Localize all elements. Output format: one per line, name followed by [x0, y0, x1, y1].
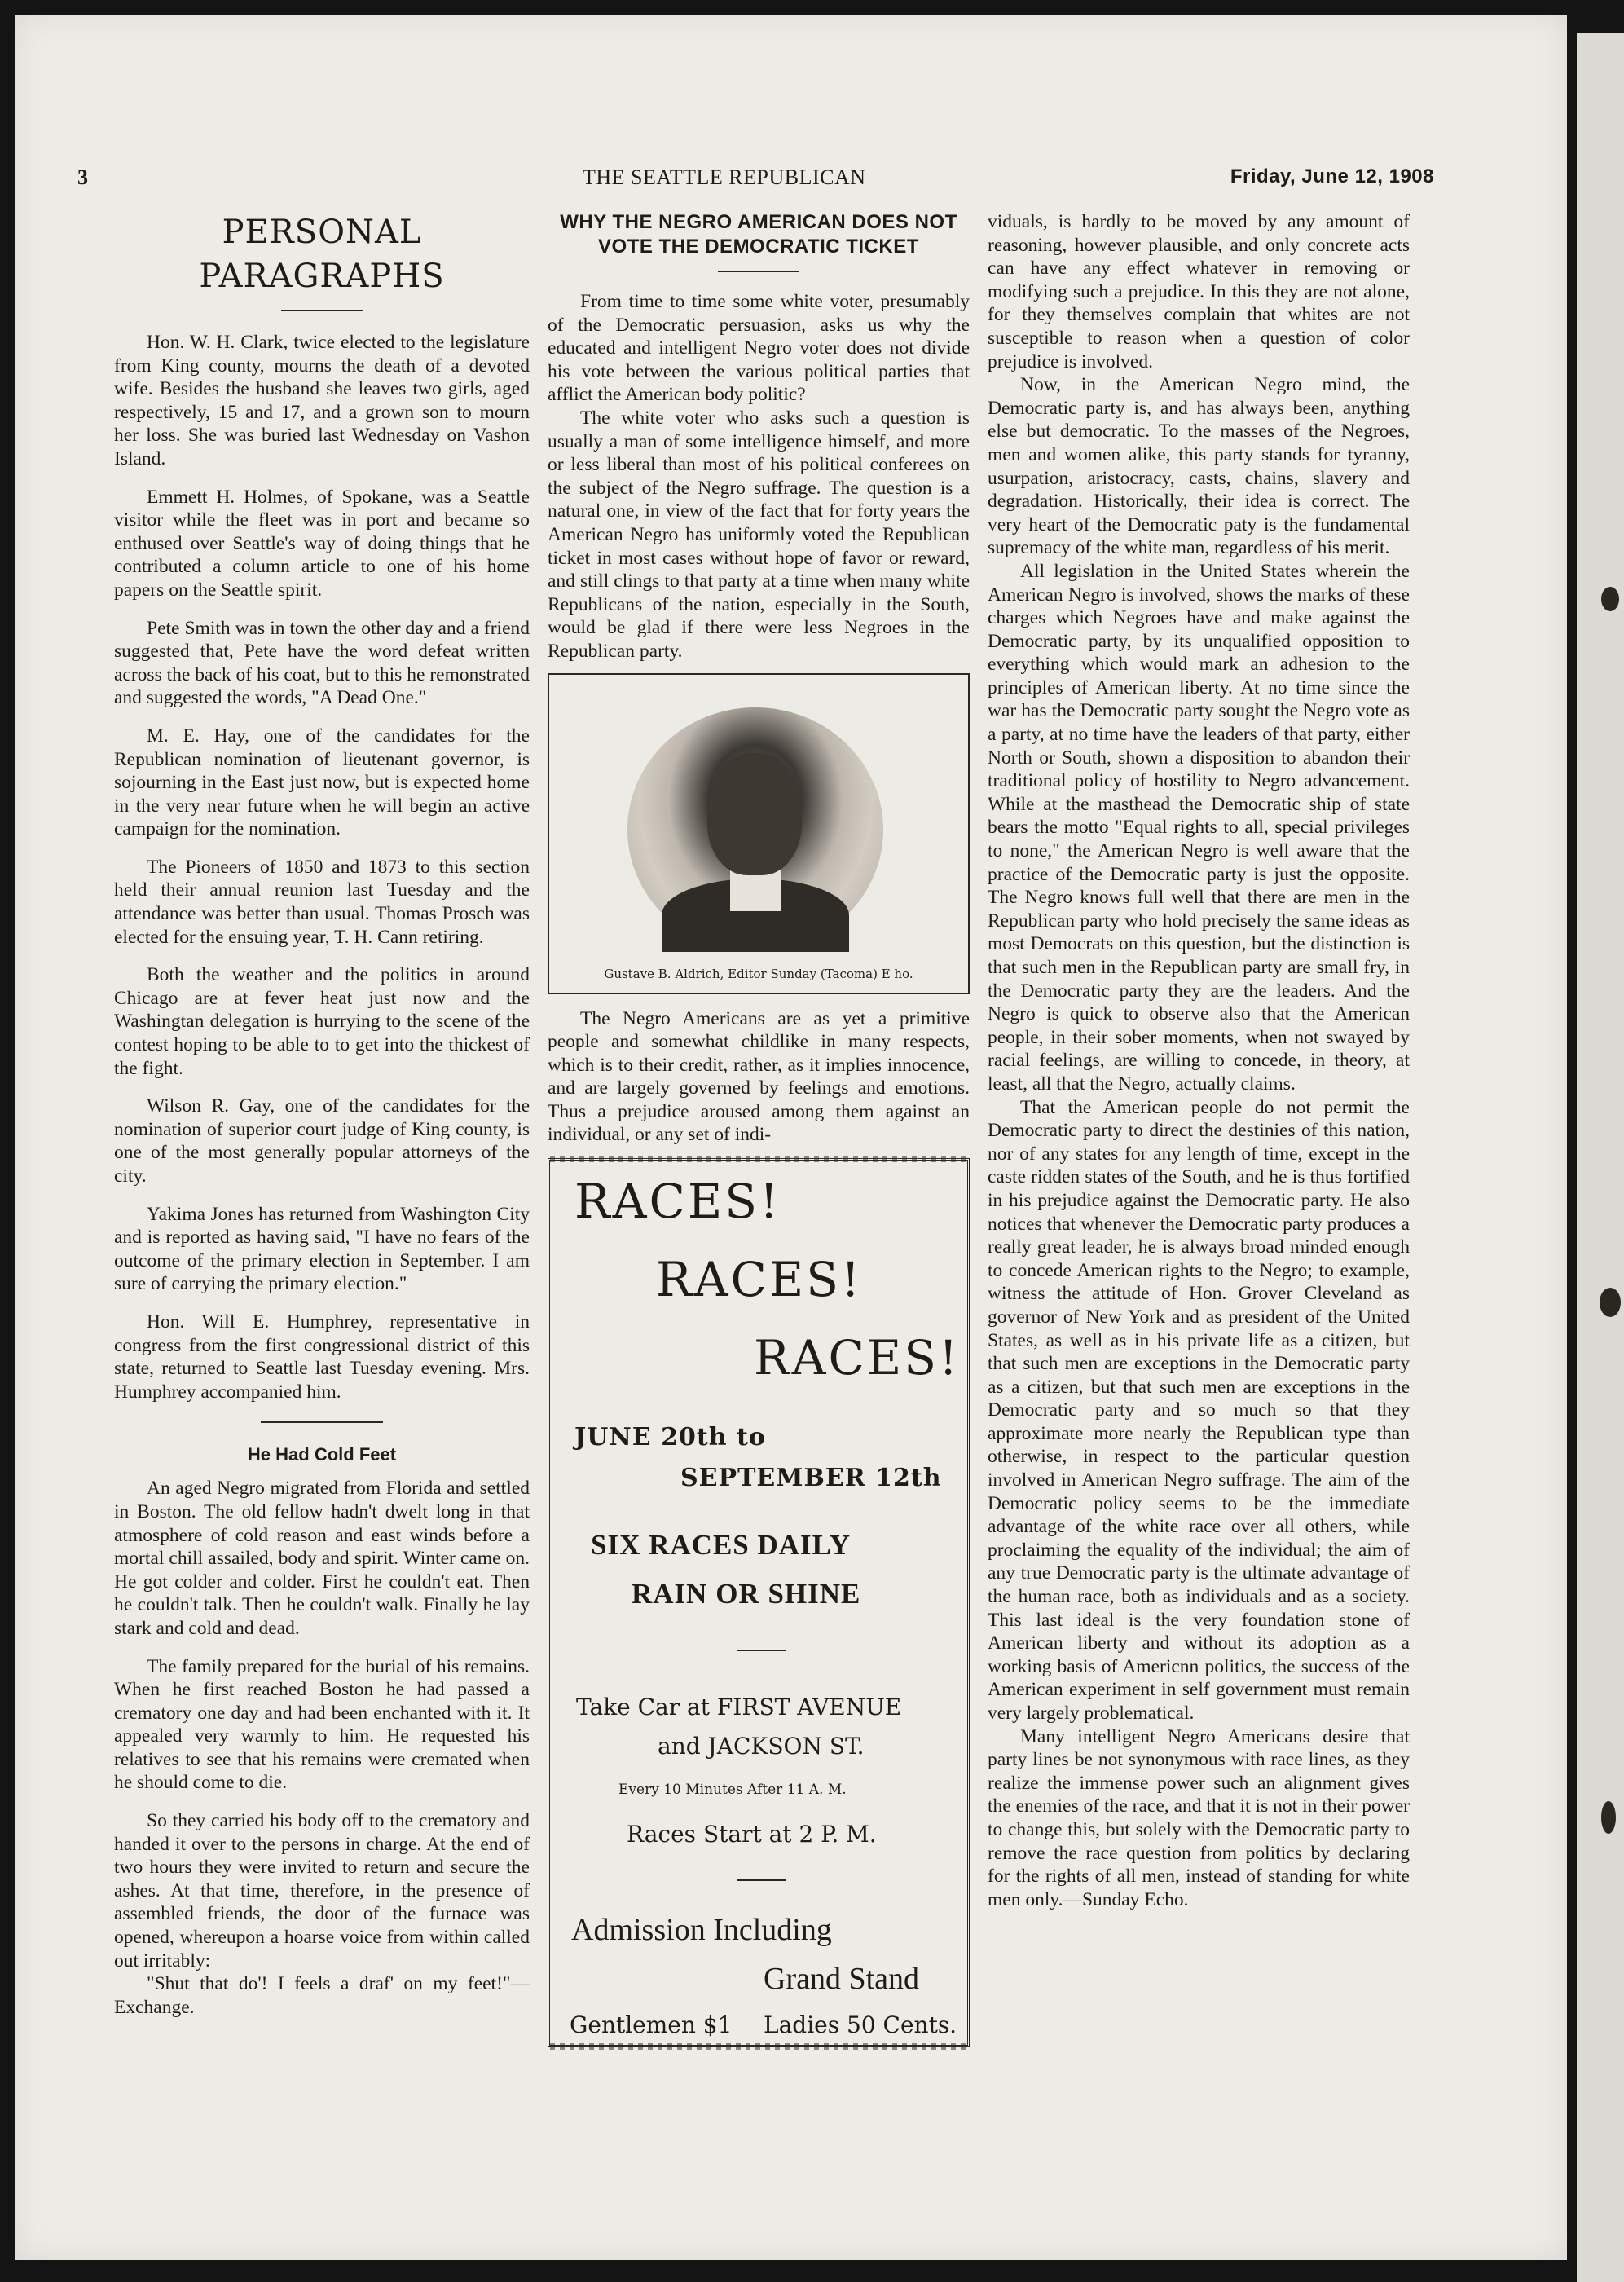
divider: [281, 310, 363, 311]
paragraph: So they carried his body off to the crematory and handed it over to the persons in charge. At the end of two hours they were invited to return and secure the ashes. At that time, therefore, in the presence of assembled friends, the door of the furnace was opened, whereupon a hoarse voice from within called out irritably:: [114, 1810, 530, 1971]
editorial-heading-line2: VOTE THE DEMOCRATIC TICKET: [598, 236, 919, 258]
ad-street: and JACKSON ST.: [658, 1733, 865, 1760]
paragraph: From time to time some white voter, presumably of the Democratic persuasion, asks us why the educated and intelligent Negro voter does not divide his vote between the various political parties that afflict the American body politic?: [548, 291, 970, 406]
portrait-image: [627, 707, 883, 952]
divider: [737, 1650, 786, 1651]
paragraph: Both the weather and the politics in around Chicago are at fever heat just now and the Washingtan delegation is hurrying to the scene of the contest hoping to be able to to get into the thickest of the fight.: [114, 964, 530, 1079]
ad-grand-stand: Grand Stand: [764, 1962, 920, 1997]
paragraph: Many intelligent Negro Americans desire that party lines be not synonymous with race lines, as they realize the immense power such an alignment gives the enemies of the race, and that it is not in their power to change this, but solely with the Democratic party to remove the race question from politics by declaring for the rights of all men, instead of standing for white men only.—Sunday Echo.: [988, 1725, 1410, 1910]
paragraph: The Pioneers of 1850 and 1873 to this section held their annual reunion last Tuesday and the attendance was better than usual. Thomas Prosch was elected for the ensuing year, T. H. Cann retiring.: [114, 856, 530, 948]
paragraph: All legislation in the United States wherein the American Negro is involved, shows the marks of these charges which Negroes have and make against the Democratic party, by its unqualified opposition to everything which would mark an adhesion to the principles of American liberty. At no time since the war has the Democratic party sought the Negro vote as a party, at no time have the leaders of that party, either North or South, shown a disposition to abandon their traditional policy of hostility to Negro advancement. While at the masthead the Democratic ship of state bears the motto "Equal rights to all, special privileges to none," the American Negro is well aware that the practice of the Democratic party is just the opposite. The Negro knows full well that there are men in the Republican party who hold precisely the same ideas as most Democrats on this question, but the distinction is that such men in the Republican party are small fry, in the Democratic party they are the leaders. And the Negro is quick to observe also that the American people, in their sober moments, when not swayed by racial feelings, are willing to concede, in theory, at least, all that the Negro, actually claims.: [988, 560, 1410, 1095]
ad-races-1: RACES!: [574, 1174, 781, 1230]
paragraph: Yakima Jones has returned from Washington City and is reported as having said, "I have no fears of the outcome of the primary election in September. I am sure of carrying the primary election.": [114, 1203, 530, 1295]
newspaper-name: THE SEATTLE REPUBLICAN: [583, 165, 866, 189]
editorial-heading-line1: WHY THE NEGRO AMERICAN DOES NOT: [560, 211, 957, 233]
paragraph: An aged Negro migrated from Florida and settled in Boston. The old fellow hadn't dwelt long in that atmosphere of cold reason and east winds before a mortal chill assailed, body and spirit. Winter came on. He got colder and colder. First he couldn't eat. Then he couldn't talk. Then he couldn't walk. Finally he lay stark and cold and dead.: [114, 1478, 530, 1639]
divider: [261, 1421, 383, 1423]
ink-blot-mark: [1601, 1801, 1616, 1834]
portrait-photo-frame: [548, 673, 970, 994]
ad-dates-end: SEPTEMBER 12th: [680, 1464, 942, 1493]
issue-date: Friday, June 12, 1908: [1230, 165, 1434, 187]
paragraph: Wilson R. Gay, one of the candidates for the nomination of superior court judge of King county, is one of the most generally popular attorneys of the city.: [114, 1095, 530, 1187]
ad-take-car: Take Car at FIRST AVENUE: [576, 1694, 902, 1721]
paragraph: Hon. Will E. Humphrey, representative in congress from the first congressional district of this state, returned to Seattle last Tuesday evening. Mrs. Humphrey accompanied him.: [114, 1311, 530, 1403]
column-editorial-continued: [988, 210, 1410, 1911]
ad-admission: Admission Including: [571, 1913, 832, 1948]
paragraph: "Shut that do'! I feels a draf' on my feet!"—Exchange.: [114, 1973, 530, 2018]
paragraph: Pete Smith was in town the other day and a friend suggested that, Pete have the word defeat written across the back of his coat, but to this he remonstrated and suggested the words, "A Dead One.": [114, 617, 530, 709]
paragraph: viduals, is hardly to be moved by any amount of reasoning, however plausible, and only concrete acts can have any effect whatever in removing or modifying such a prejudice. In this they are not alone, for they themselves complain that whites are not susceptible to reason when a question of color prejudice is involved.: [988, 211, 1410, 372]
page-header: [77, 165, 1434, 198]
paragraph: The family prepared for the burial of his remains. When he first reached Boston he had passed a crematory one day and had been enchanted with it. It appealed very warmly to him. He requested his relatives to see that his remains were cremated when he should come to die.: [114, 1655, 530, 1794]
ad-races-3: RACES!: [754, 1330, 961, 1386]
divider: [737, 1879, 786, 1881]
paragraph: Now, in the American Negro mind, the Democratic party is, and has always been, anything else but democratic. To the masses of the Negroes, men and women alike, this party stands for tyranny, usurpation, aristocracy, casts, chains, slavery and degradation. Historically, their idea is correct. The very heart of the Democratic paty is the fundamental supremacy of the white man, regardless of his merit.: [988, 374, 1410, 559]
races-advertisement: [548, 1158, 970, 2047]
ad-ladies-price: Ladies 50 Cents.: [764, 2011, 957, 2039]
ink-blot-mark: [1601, 587, 1619, 611]
ad-dates-start: JUNE 20th to: [574, 1423, 766, 1452]
ad-races-start: Races Start at 2 P. M.: [627, 1821, 877, 1848]
divider: [718, 271, 799, 272]
ad-rain-or-shine: RAIN OR SHINE: [632, 1578, 861, 1610]
column-personal-paragraphs: [114, 210, 530, 2019]
ad-six-races: SIX RACES DAILY: [591, 1529, 852, 1562]
paragraph: Hon. W. H. Clark, twice elected to the legislature from King county, mourns the death of a devoted wife. Besides the husband she leaves two girls, aged respectively, 15 and 17, and a grown son to mourn her loss. She was buried last Wednesday on Vashon Island.: [114, 332, 530, 469]
paragraph: The Negro Americans are as yet a primitive people and somewhat childlike in many respects, which is to their credit, rather, as it implies innocence, and are largely governed by feelings and emotions. Thus a prejudice aroused among them against an individual, or any set of indi-: [548, 1007, 970, 1146]
ad-gentlemen-price: Gentlemen $1: [570, 2011, 733, 2039]
paragraph: The white voter who asks such a question is usually a man of some intelligence himself, and more or less liberal than most of his political conferees on the subject of the Negro suffrage. The question is a natural one, in view of the fact that for forty years the American Negro has uniformly voted the Republican ticket in most cases without hope of favor or reward, and still clings to that party at a time when many white Republicans of the nation, especially in the South, would be glad if there were less Negroes in the Republican party.: [548, 407, 970, 662]
paragraph: Emmett H. Holmes, of Spokane, was a Seattle visitor while the fleet was in port and became so enthused over Seattle's way of doing things that he contributed a column article to one of his home papers on the Seattle spirit.: [114, 486, 530, 601]
column-editorial: [548, 210, 970, 2047]
photo-caption: Gustave B. Aldrich, Editor Sunday (Tacoma) E ho.: [604, 966, 913, 981]
paragraph: M. E. Hay, one of the candidates for the Republican nomination of lieutenant governor, is sojourning in the East just now, but is expected home in the very near future when he will begin an active campaign for the nomination.: [114, 725, 530, 840]
ink-blot-mark: [1600, 1288, 1621, 1317]
story-heading: He Had Cold Feet: [247, 1444, 397, 1465]
paragraph: That the American people do not permit the Democratic party to direct the destinies of this nation, nor of any states for any length of time, except in the caste ridden states of the South, and he is thus fortified in his prejudice against the Democratic party. He also notices that whenever the Democratic party produces a really great leader, he is always broad minded enough to concede American rights to the Negro; to example, witness the attitude of Hon. Grover Cleveland as governor of New York and as president of the United States, as well as in his private life as a citizen, but that such men are exceptions in the Democratic party as a citizen, but that such men are exceptions in the Democratic party and so much so that they approximate more nearly the Republican type than otherwise, in respect to the particular question involved in American Negro suffrage. The aim of the Democratic policy seems to be the immediate advantage of the white race over all others, while proclaiming the equality of the individual; the aim of any true Democratic party is the ultimate advantage of the human race, both as individuals and as a society. This last ideal is the very foundation stone of American liberty and without its adoption as a working basis of Americnn politics, the success of the American experiment in self government must remain very largely problematical.: [988, 1096, 1410, 1724]
ad-races-2: RACES!: [656, 1252, 863, 1308]
page-number: 3: [77, 165, 89, 189]
section-heading: PERSONAL PARAGRAPHS: [199, 214, 445, 295]
ad-every-10-min: Every 10 Minutes After 11 A. M.: [618, 1782, 847, 1799]
adjacent-page-edge: [1577, 33, 1624, 2282]
